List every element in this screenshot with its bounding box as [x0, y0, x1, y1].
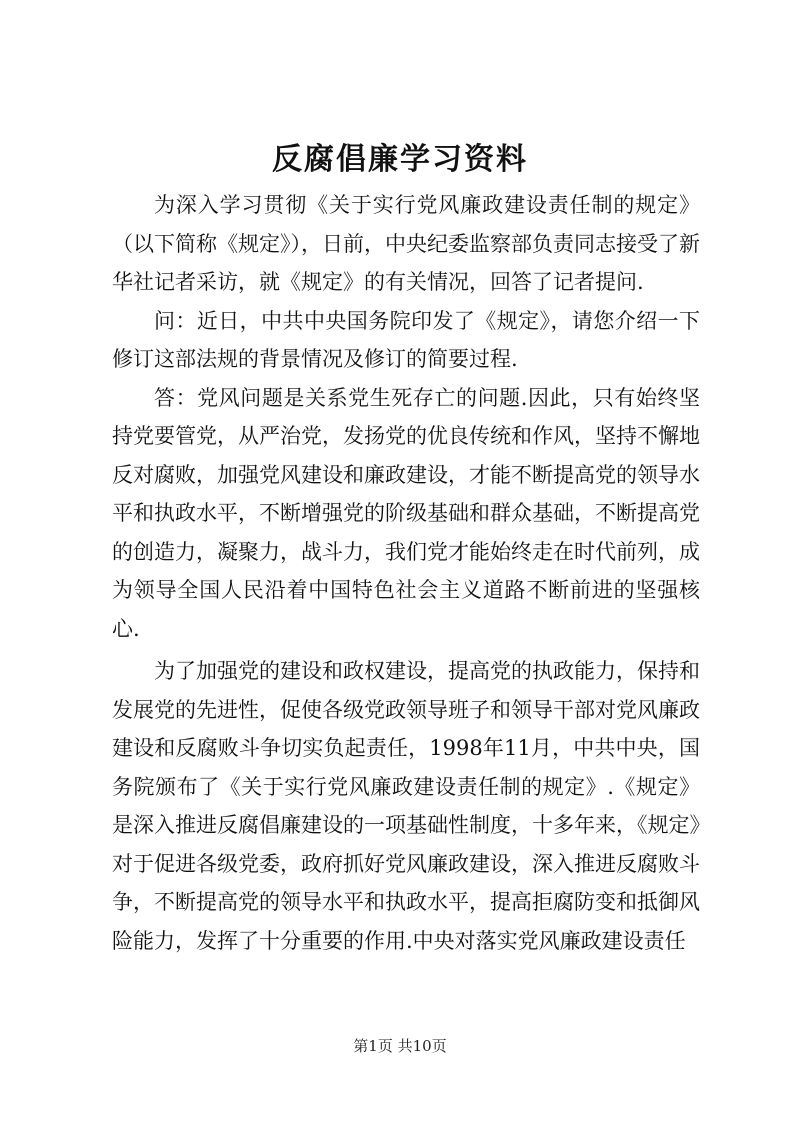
paragraph-background: 为了加强党的建设和政权建设，提高党的执政能力，保持和发展党的先进性，促使各级党政领导班子和领导干部对党风廉政建设和反腐败斗争切实负起责任，1998年11月，中共中央，国务院颁布了《关于实行党风廉政建设责任制的规定》.《规定》是深入推进反腐倡廉建设的一项基础性制度，十多年来，《规定》对于促进各级党委，政府抓好党风廉政建设，深入推进反腐败斗争，不断提高党的领导水平和执政水平，提高拒腐防变和抵御风险能力，发挥了十分重要的作用.中央对落实党风廉政建设责任: [112, 659, 700, 953]
paragraph-question: 问：近日，中共中央国务院印发了《规定》，请您介绍一下修订这部法规的背景情况及修订的简要过程.: [112, 308, 700, 371]
page-footer: 第1页 共10页: [353, 1037, 447, 1055]
paragraph-answer: 答：党风问题是关系党生死存亡的问题.因此，只有始终坚持党要管党，从严治党，发扬党的优良传统和作风，坚持不懈地反对腐败，加强党风建设和廉政建设，才能不断提高党的领导水平和执政水平，不断增强党的阶级基础和群众基础，不断提高党的创造力，凝聚力，战斗力，我们党才能始终走在时代前列，成为领导全国人民沿着中国特色社会主义道路不断前进的坚强核心.: [112, 385, 700, 641]
paragraph-intro: 为深入学习贯彻《关于实行党风廉政建设责任制的规定》（以下简称《规定》），日前，中央纪委监察部负责同志接受了新华社记者采访，就《规定》的有关情况，回答了记者提问.: [112, 193, 700, 294]
document-title: 反腐倡廉学习资料: [272, 142, 528, 177]
document-body: [112, 186, 700, 960]
